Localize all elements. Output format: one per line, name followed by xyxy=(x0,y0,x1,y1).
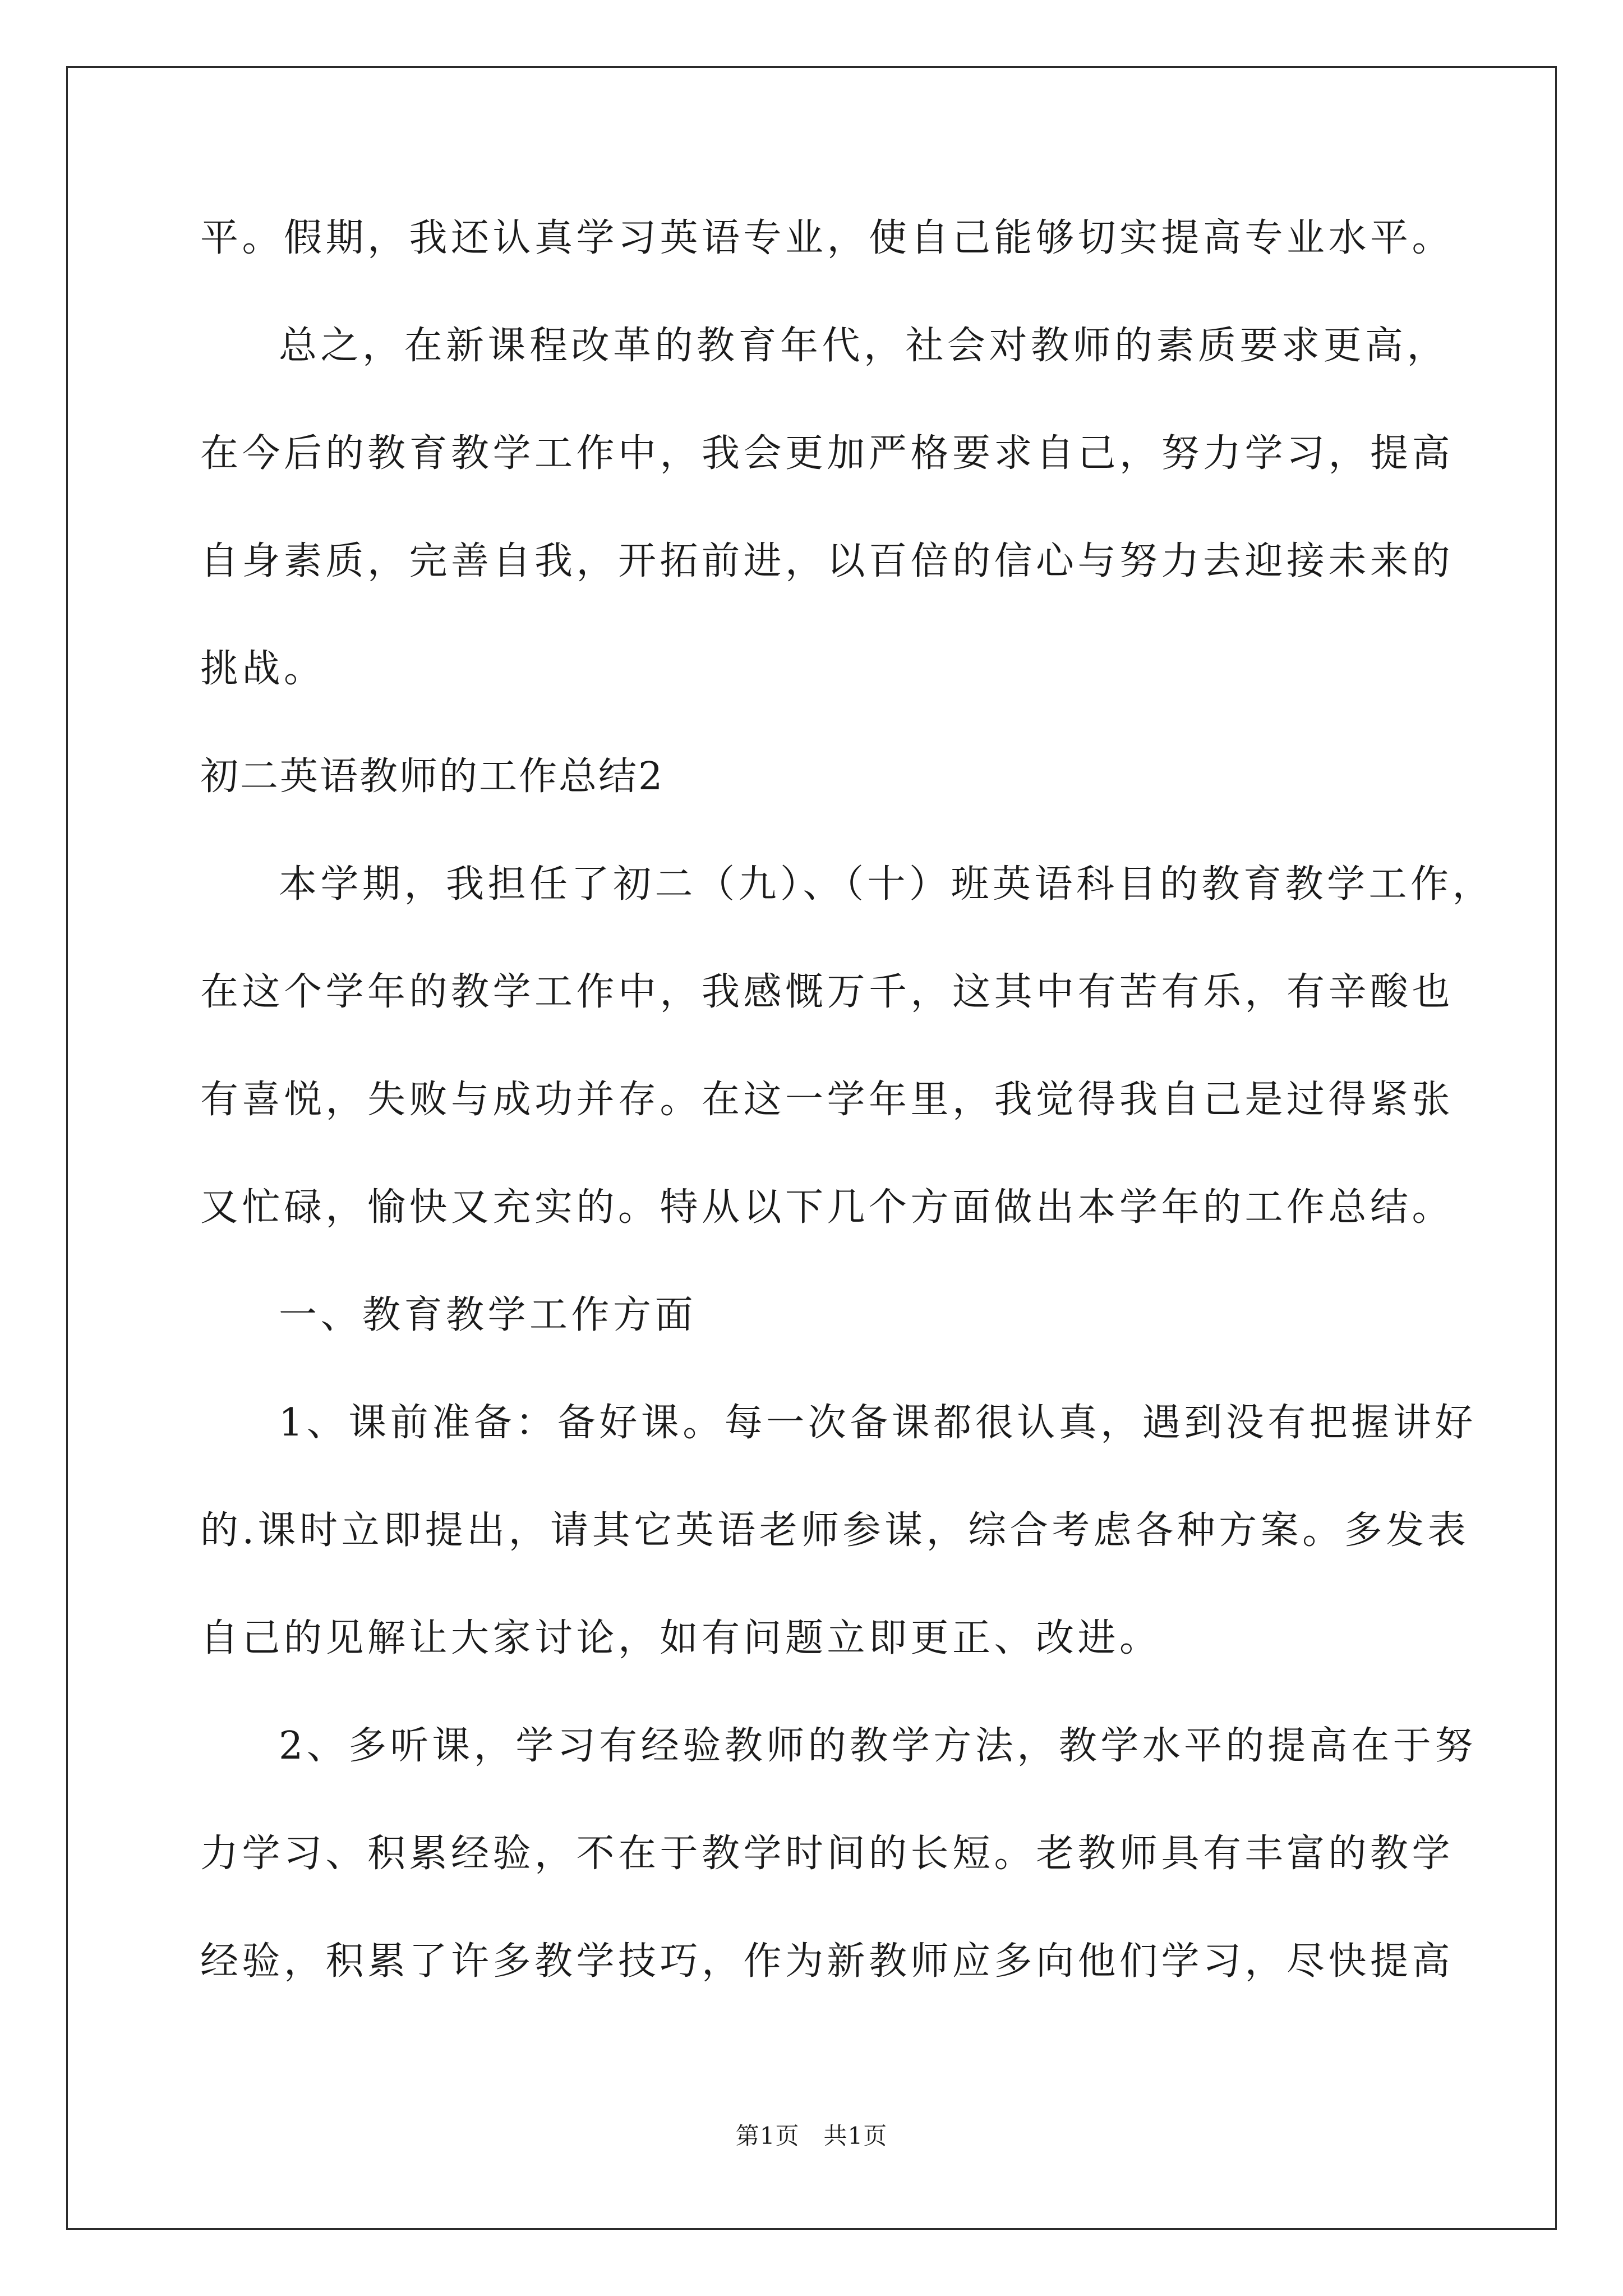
paragraph-line: 经验，积累了许多教学技巧，作为新教师应多向他们学习，尽快提高 xyxy=(200,1939,1454,1984)
paragraph-line: 2、多听课，学习有经验教师的教学方法，教学水平的提高在于努 xyxy=(279,1724,1477,1768)
subsection-heading: 一、教育教学工作方面 xyxy=(279,1293,697,1337)
paragraph-line: 有喜悦，失败与成功并存。在这一学年里，我觉得我自己是过得紧张 xyxy=(200,1078,1454,1122)
paragraph-line: 平。假期，我还认真学习英语专业，使自己能够切实提高专业水平。 xyxy=(200,216,1454,260)
section-heading: 初二英语教师的工作总结2 xyxy=(200,754,665,799)
paragraph-line: 又忙碌，愉快又充实的。特从以下几个方面做出本学年的工作总结。 xyxy=(200,1185,1454,1230)
paragraph-line: 在今后的教育教学工作中，我会更加严格要求自己，努力学习，提高 xyxy=(200,431,1454,476)
paragraph-line: 力学习、积累经验，不在于教学时间的长短。老教师具有丰富的教学 xyxy=(200,1832,1454,1876)
paragraph-line: 1、课前准备：备好课。每一次备课都很认真，遇到没有把握讲好 xyxy=(279,1401,1477,1445)
paragraph-line: 自己的见解让大家讨论，如有问题立即更正、改进。 xyxy=(200,1616,1161,1660)
page-footer: 第1页 共1页 xyxy=(735,2122,888,2150)
document-body xyxy=(200,213,1495,2044)
paragraph-line: 的.课时立即提出，请其它英语老师参谋，综合考虑各种方案。多发表 xyxy=(200,1508,1470,1553)
paragraph-line: 自身素质，完善自我，开拓前进，以百倍的信心与努力去迎接未来的 xyxy=(200,539,1454,583)
paragraph-line: 挑战。 xyxy=(200,647,326,691)
paragraph-line: 本学期，我担任了初二（九）、（十）班英语科目的教育教学工作， xyxy=(279,862,1495,907)
paragraph-line: 总之，在新课程改革的教育年代，社会对教师的素质要求更高， xyxy=(279,324,1449,368)
paragraph-line: 在这个学年的教学工作中，我感慨万千，这其中有苦有乐，有辛酸也 xyxy=(200,970,1454,1014)
